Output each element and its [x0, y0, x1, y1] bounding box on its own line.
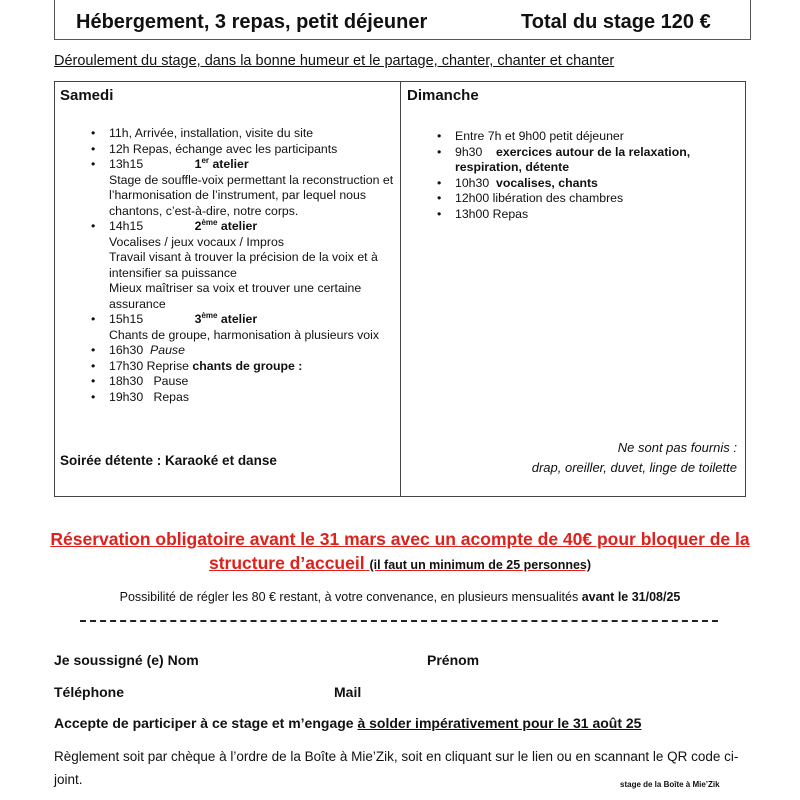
list-item [431, 207, 741, 223]
item-time: 16h30 [109, 343, 144, 357]
accept-text: Accepte de participer à ce stage et m’engage [54, 715, 354, 731]
atelier-ordinal: er [201, 156, 210, 165]
reservation-minimum: (il faut un minimum de 25 personnes) [369, 558, 592, 572]
list-item [431, 176, 741, 192]
atelier-number: 3 [194, 312, 202, 326]
item-bold: vocalises, chants [496, 175, 598, 190]
item-time: 13h15 [109, 157, 144, 171]
accept-deadline: à solder impérativement pour le 31 août 25 [357, 715, 642, 731]
item-text: 11h, Arrivée, installation, visite du site [109, 126, 314, 140]
payment-instructions: Règlement soit par chèque à l’ordre de la Boîte à Mie’Zik, soit en cliquant sur le lien ou en scannant le QR code ci-joint. [54, 749, 739, 787]
reservation-notice [40, 527, 760, 577]
header-accommodation: Hébergement, 3 repas, petit déjeuner [76, 11, 428, 33]
item-label: Pause [150, 343, 185, 357]
atelier-ordinal: ème [201, 311, 218, 320]
item-text: Entre 7h et 9h00 petit déjeuner [455, 129, 624, 143]
soiree-text: Soirée détente : Karaoké et danse [60, 453, 277, 468]
reservation-main: Réservation obligatoire avant le 31 mars avec un acompte de 40€ pour bloquer de la structure d’accueil [50, 529, 750, 573]
list-item [85, 142, 395, 158]
item-bold: chants de groupe : [192, 358, 303, 373]
item-text: 12h Repas, échange avec les participants [109, 141, 338, 156]
list-item [431, 145, 741, 176]
atelier-word: atelier [212, 157, 249, 171]
atelier-heading [195, 312, 258, 328]
item-desc: Vocalises / jeux vocaux / Impros [109, 234, 284, 249]
item-bold: exercices autour de la relaxation, respiration, détente [455, 144, 691, 174]
item-desc: Mieux maîtriser sa voix et trouver une certaine assurance [109, 281, 362, 311]
list-item [431, 129, 741, 145]
accept-statement [54, 715, 641, 731]
list-item [85, 219, 395, 312]
cut-line [80, 620, 718, 622]
not-provided-items: drap, oreiller, duvet, linge de toilette [531, 460, 737, 475]
atelier-heading [195, 219, 258, 235]
list-item [85, 126, 395, 142]
not-provided-note [532, 438, 737, 478]
list-item [85, 312, 395, 343]
item-time: 14h15 [109, 219, 144, 233]
list-item [85, 374, 395, 390]
atelier-heading [195, 157, 249, 173]
name-label: Je soussigné (e) Nom [54, 652, 199, 668]
payment-note-text: Possibilité de régler les 80 € restant, à votre convenance, en plusieurs mensualités [119, 590, 579, 604]
list-item [85, 359, 395, 375]
not-provided-title: Ne sont pas fournis : [617, 440, 737, 455]
atelier-word: atelier [220, 219, 258, 233]
list-item [85, 343, 395, 359]
table-divider [400, 82, 401, 496]
item-time: 9h30 [455, 144, 483, 159]
sunday-schedule [431, 129, 741, 222]
list-item [85, 390, 395, 406]
item-text: 18h30 Pause [109, 374, 189, 388]
saturday-schedule [85, 126, 395, 405]
item-text: 12h00 libération des chambres [455, 191, 624, 205]
intro-text: Déroulement du stage, dans la bonne humeur et le partage, chanter, chanter et chanter [54, 53, 615, 69]
phone-label: Téléphone [54, 684, 125, 700]
item-desc: Travail visant à trouver la précision de la voix et à intensifier sa puissance [109, 250, 378, 280]
sunday-title: Dimanche [407, 87, 479, 104]
atelier-number: 2 [194, 219, 202, 233]
firstname-label: Prénom [427, 652, 480, 668]
payment-note-deadline: avant le 31/08/25 [581, 590, 681, 604]
mail-label: Mail [334, 684, 362, 700]
list-item [431, 191, 741, 207]
atelier-word: atelier [220, 312, 258, 326]
payment-note [40, 590, 760, 604]
item-text: 13h00 Repas [455, 206, 529, 221]
item-text: 19h30 Repas [109, 389, 189, 404]
item-time: 10h30 [455, 175, 490, 190]
atelier-number: 1 [194, 157, 202, 171]
item-text: 17h30 Reprise [109, 358, 189, 373]
list-item [85, 157, 395, 219]
item-time: 15h15 [109, 312, 144, 326]
program-table [54, 81, 746, 497]
saturday-title: Samedi [60, 87, 114, 104]
header-total-price: Total du stage 120 € [521, 11, 711, 33]
atelier-ordinal: ème [201, 218, 218, 227]
item-desc: Chants de groupe, harmonisation à plusieurs voix [109, 327, 380, 342]
footer-note: stage de la Boîte à Mie’Zik [620, 780, 720, 789]
item-desc: Stage de souffle-voix permettant la reconstruction et l’harmonisation de l’instrument, par lequel nous chantons, c’est-à-dire, notre corps. [109, 172, 394, 218]
